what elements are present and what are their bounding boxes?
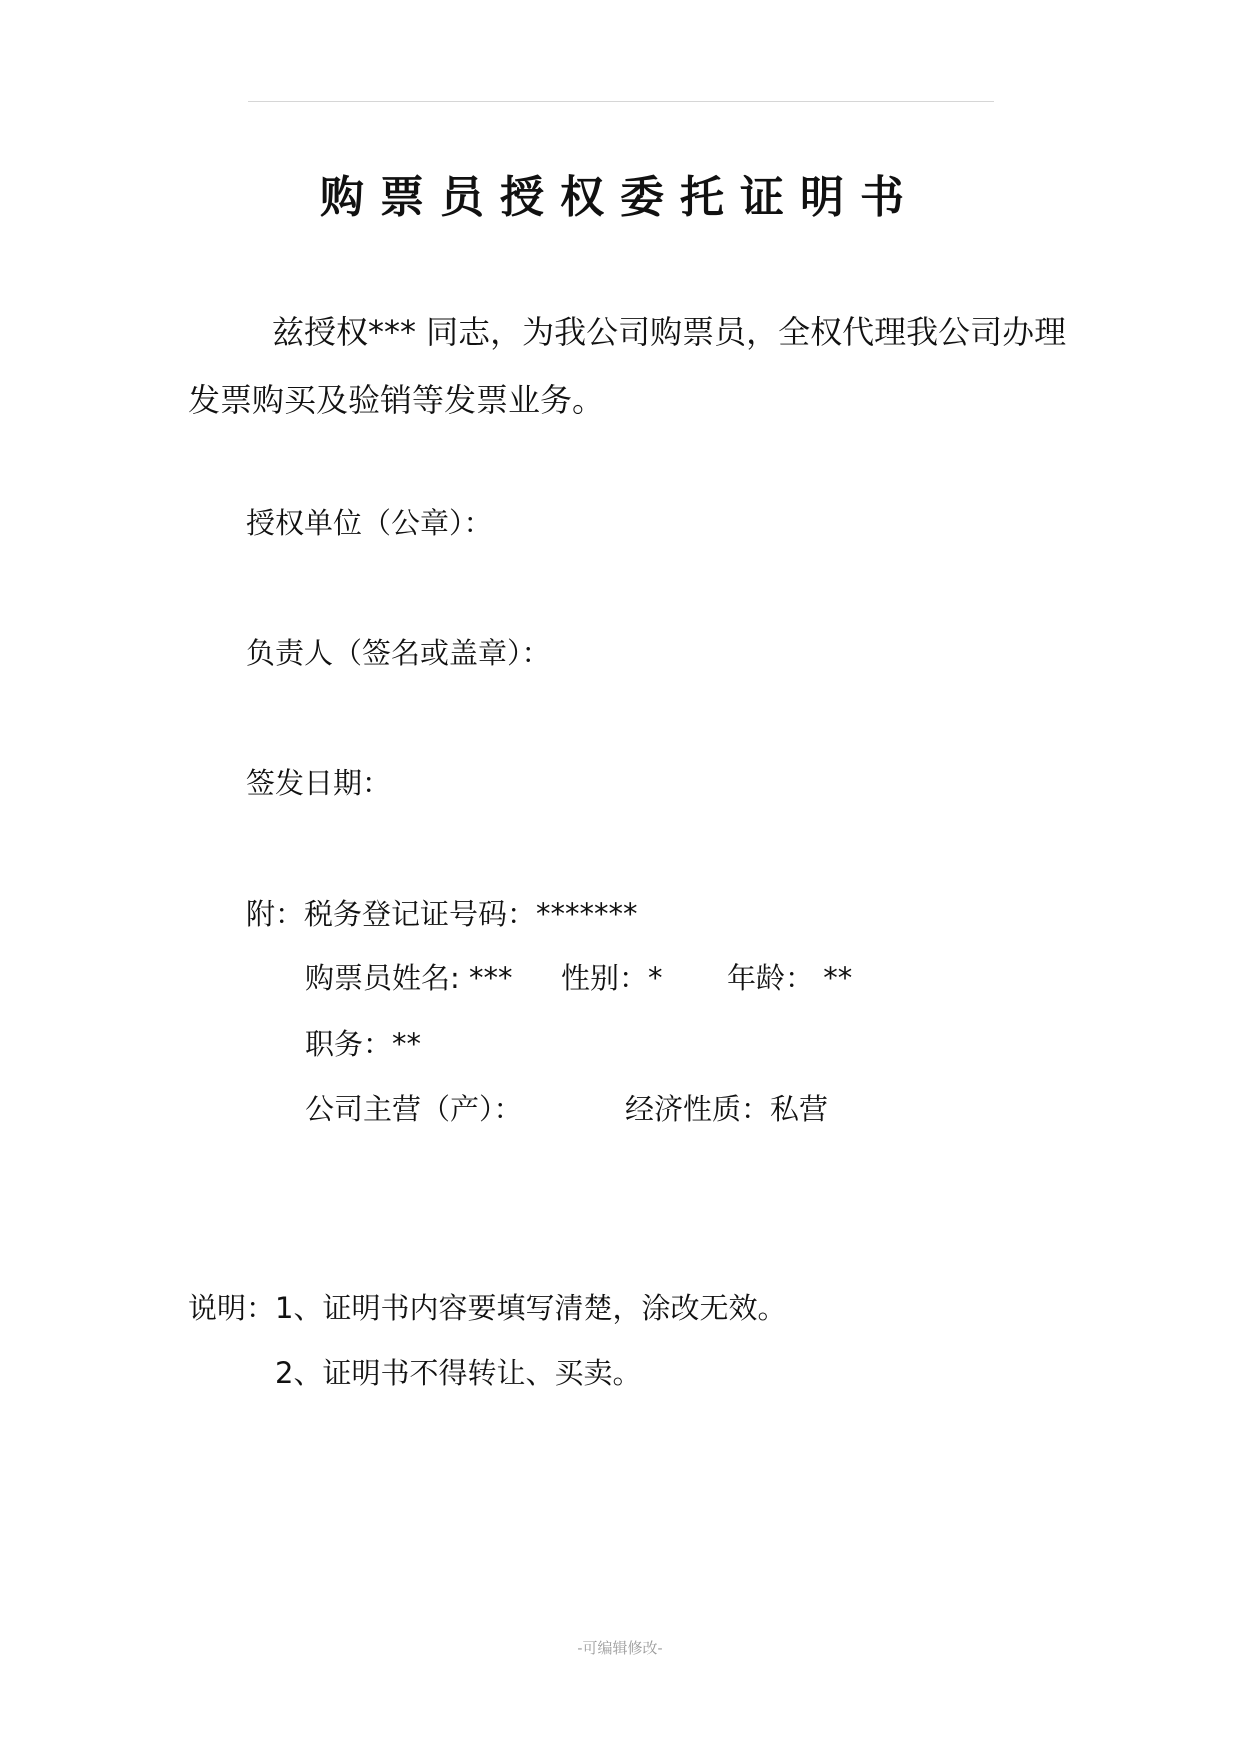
buyer-name: 购票员姓名: *** bbox=[305, 961, 513, 995]
authorizing-unit-field: 授权单位（公章）： bbox=[246, 506, 493, 540]
authorization-paragraph: 兹授权*** 同志，为我公司购票员，全权代理我公司办理发票购买及验销等发票业务。 bbox=[188, 313, 1067, 419]
company-main-business: 公司主营（产）： bbox=[305, 1092, 523, 1126]
editable-footer: -可编辑修改- bbox=[577, 1639, 663, 1657]
buyer-age: 年龄： ** bbox=[727, 961, 853, 995]
tax-registration-number: 附：税务登记证号码：******* bbox=[246, 897, 638, 931]
header-rule bbox=[248, 101, 994, 102]
buyer-position: 职务：** bbox=[305, 1027, 422, 1061]
note-item-2: 2、证明书不得转让、买卖。 bbox=[275, 1356, 642, 1390]
economic-nature: 经济性质：私营 bbox=[625, 1092, 829, 1126]
note-item-1: 说明：1、证明书内容要填写清楚，涂改无效。 bbox=[188, 1291, 787, 1325]
document-title: 购票员授权委托证明书 bbox=[320, 172, 920, 223]
issue-date-field: 签发日期： bbox=[246, 766, 392, 800]
buyer-gender: 性别：* bbox=[561, 961, 663, 995]
responsible-person-field: 负责人（签名或盖章）： bbox=[246, 636, 551, 670]
